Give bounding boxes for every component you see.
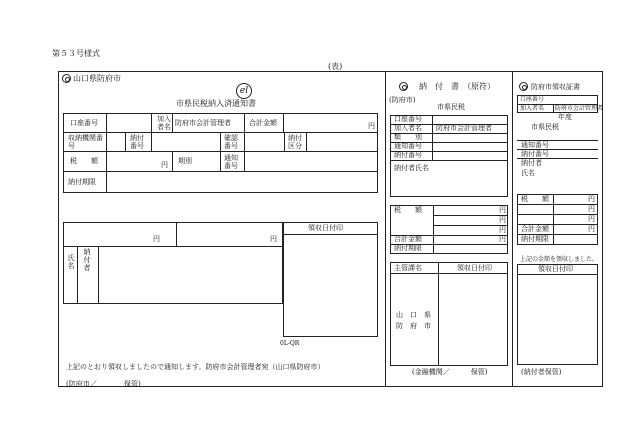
payment-class-label: 納付区分 (288, 134, 302, 150)
institution-label: 収納機関番号 (68, 134, 103, 150)
receipt-row-subscriber: 加入者名 (520, 105, 545, 112)
payment-no-label: 納付番号 (130, 134, 144, 150)
receipt-deadline: 納付期限 (521, 235, 549, 243)
receipt-notice-no: 通知番号 (521, 141, 549, 149)
receipt-yen-3: 円 (588, 215, 595, 223)
receipt-tax-amount: 税 額 (521, 195, 549, 203)
slip-row-account: 口座番号 (394, 115, 422, 123)
notice-footer-keep: 保管) (124, 380, 141, 388)
slip-prefecture: 山 口 県 (396, 311, 431, 319)
notice-title: 市県民税納入済通知書 (176, 99, 256, 108)
slip-row-payment: 納付番号 (394, 151, 422, 159)
tax-yen: 円 (161, 161, 168, 169)
payer-label: 納付者 (83, 248, 91, 272)
total-label: 合計金額 (249, 119, 277, 127)
period-label: 期別 (178, 157, 192, 165)
slip-row-notice: 通知番号 (394, 142, 422, 150)
slip-yen-3: 円 (499, 226, 506, 234)
receipt-seal-icon (519, 82, 528, 91)
deadline-label: 納付期限 (68, 178, 96, 186)
receipt-yen-1: 円 (588, 195, 595, 203)
amount-yen-1: 円 (153, 235, 160, 243)
notice-no-label: 通知番号 (224, 154, 238, 170)
slip-stamp-label: 領収日付印 (457, 264, 492, 272)
slip-seal-icon (399, 82, 408, 91)
city-seal-icon (62, 74, 71, 83)
notice-stamp-label: 領収日付印 (308, 224, 343, 232)
slip-tax-amount: 税 額 (394, 206, 422, 214)
slip-row-category: 類 別 (394, 133, 422, 141)
slip-row-subscriber: 加入者名 (394, 124, 422, 132)
receipt-year: 年度 (558, 113, 572, 121)
account-no-label: 口座番号 (70, 119, 98, 127)
slip-subscriber-value: 防府市会計管理者 (436, 124, 492, 132)
slip-footer: (金融機関／ 保管) (412, 368, 488, 376)
divider-1 (385, 71, 386, 387)
slip-tax-name: 市県民税 (437, 103, 465, 111)
slip-total: 合計金額 (394, 235, 422, 243)
receipt-received-text: 上記の金額を領収しました。 (520, 256, 599, 263)
front-label: (表) (328, 62, 343, 71)
name-label: 氏名 (67, 254, 75, 270)
receipt-yen-2: 円 (588, 205, 595, 213)
slip-title: 納 付 書 （原符） (419, 82, 495, 91)
slip-deadline: 納付期限 (394, 244, 422, 252)
slip-city: (防府市) (389, 96, 416, 104)
receipt-row-account: 口座番号 (520, 96, 545, 103)
receipt-yen-4: 円 (588, 225, 595, 233)
receipt-subscriber-value: 防府市会計管理者 (555, 105, 604, 112)
tax-amount-label: 税 額 (70, 157, 98, 165)
notice-footer-text: 上記のとおり領収しましたので通知します。防府市会計管理者宛（山口県防府市） (66, 363, 325, 371)
notice-footer-city: (防府市／ (66, 380, 97, 388)
receipt-payer: 納付者 (521, 159, 542, 167)
form-number: 第５３号様式 (52, 49, 100, 58)
slip-yen-4: 円 (499, 235, 506, 243)
slip-row-payer: 納付者氏名 (394, 164, 429, 172)
receipt-stamp-box (517, 264, 598, 365)
receipt-stamp-label: 領収日付印 (538, 265, 573, 273)
el-logo-icon: el (236, 83, 252, 99)
total-yen: 円 (368, 122, 375, 130)
receipt-name: 氏名 (521, 169, 535, 177)
amount-name-box (63, 222, 283, 304)
slip-yen-2: 円 (499, 216, 506, 224)
slip-city-name: 防 府 市 (396, 322, 431, 330)
amount-yen-2: 円 (270, 235, 277, 243)
qr-code-label: 0L-QR (280, 340, 300, 347)
receipt-payment-no: 納付番号 (521, 150, 549, 158)
receipt-total: 合計金額 (521, 225, 549, 233)
receipt-tax-name: 市県民税 (531, 123, 559, 131)
receipt-title: 防府市領収証書 (531, 83, 580, 91)
subscriber-label: 加入者名 (157, 115, 171, 131)
slip-yen-1: 円 (499, 206, 506, 214)
confirm-no-label: 確認番号 (224, 134, 238, 150)
notice-city: 山口県防府市 (73, 74, 121, 83)
slip-supervisor: 主管課名 (394, 264, 422, 272)
receipt-footer: (納付者保管) (521, 368, 562, 376)
divider-2 (512, 71, 513, 387)
subscriber-value: 防府市会計管理者 (175, 119, 231, 127)
notice-stamp-box (283, 222, 378, 337)
